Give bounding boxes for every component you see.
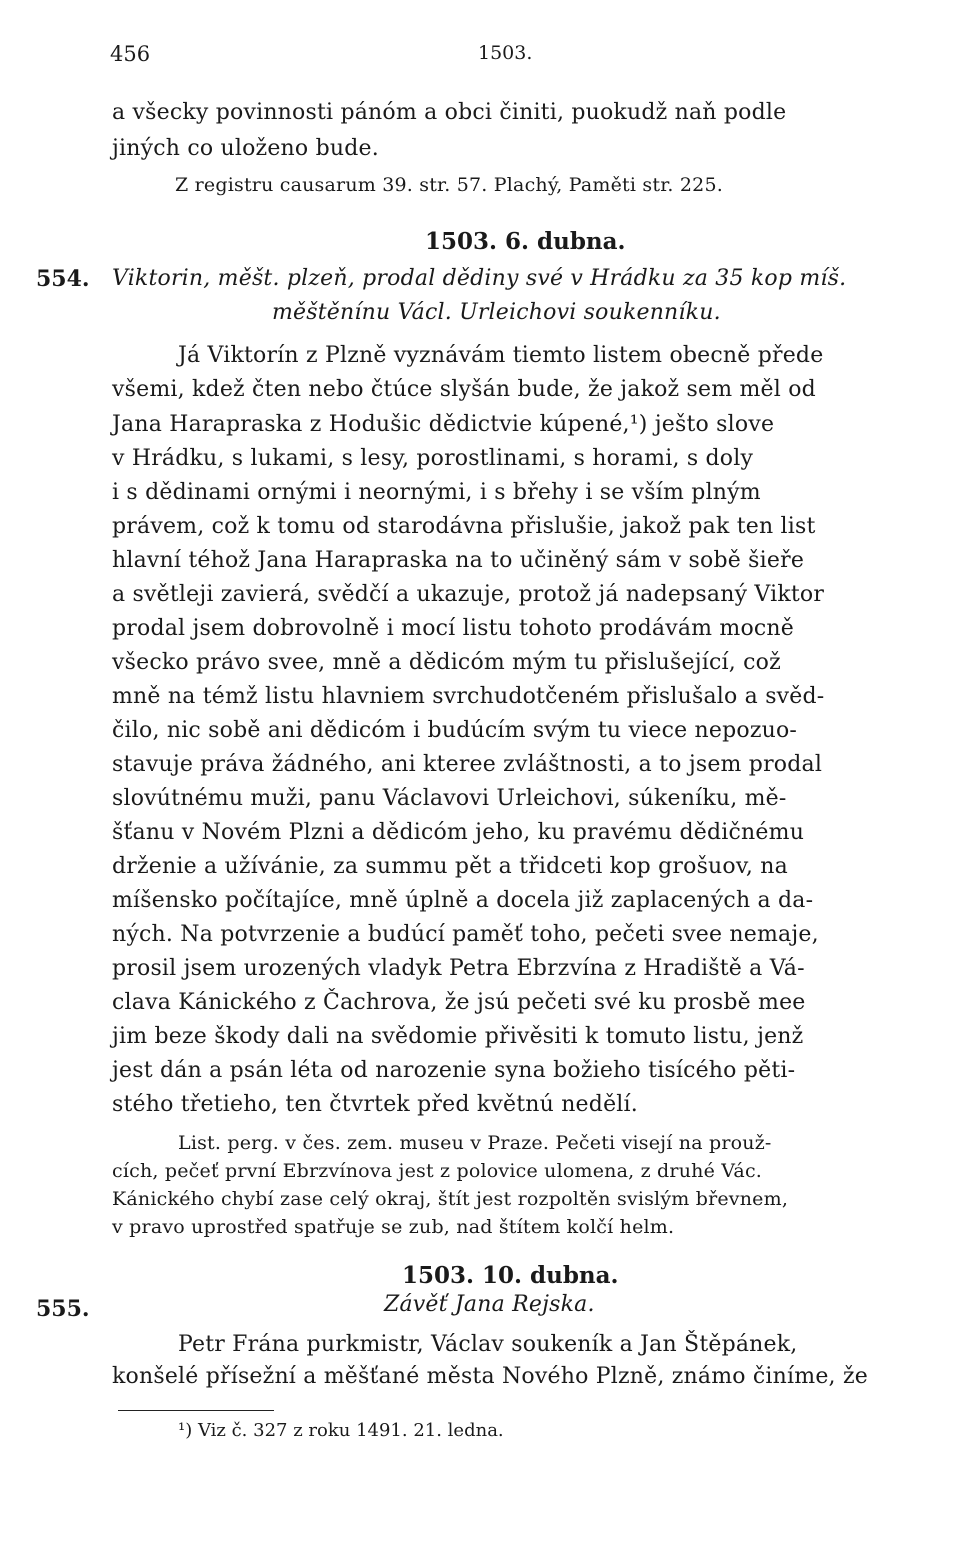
entry-554-text-line: míšensko počítajíce, mně úplně a docela již zaplacených a da- [112,888,814,913]
entry-554-text-line: stého třetieho, ten čtvrtek před květnú nedělí. [112,1092,638,1117]
entry-554-text-line: Já Viktorín z Plzně vyznávám tiemto listem obecně přede [178,343,824,368]
entry-554-text-line: čilo, nic sobě ani dědicóm i budúcím svým tu viece nepozuo- [112,718,798,743]
prev-text-line: jiných co uloženo bude. [112,136,379,161]
prev-text-line: a všecky povinnosti pánóm a obci činiti, puokudž naň podle [112,100,787,125]
entry-554-text-line: drženie a užívánie, za summu pět a třidceti kop grošuov, na [112,854,788,879]
entry-555-text-line: Petr Frána purkmistr, Václav soukeník a Jan Štěpánek, [178,1332,798,1357]
entry-554-text-line: jim beze škody dali na svědomie přivěsiti k tomuto listu, jenž [112,1024,804,1049]
entry-554-text-line: i s dědinami ornými i neornými, i s břehy i se vším plným [112,480,761,505]
entry-555-number: 555. [36,1296,90,1322]
entry-555-text-line: konšelé přísežní a měšťané města Nového Plzně, známo činíme, že [112,1364,868,1389]
prev-source: Z registru causarum 39. str. 57. Plachý, Paměti str. 225. [175,174,723,196]
entry-554-text-line: jest dán a psán léta od narozenie syna božieho tisícého pěti- [112,1058,796,1083]
entry-554-source-line: List. perg. v čes. zem. museu v Praze. Pečeti visejí na prouž- [178,1132,772,1154]
entry-554-summary: Viktorin, měšt. plzeň, prodal dědiny své v Hrádku za 35 kop míš. [112,266,847,291]
footnote: ¹) Viz č. 327 z roku 1491. 21. ledna. [178,1420,504,1441]
entry-554-source-line: v pravo uprostřed spatřuje se zub, nad štítem kolčí helm. [112,1216,675,1238]
entry-554-summary: měštěnínu Václ. Urleichovi soukenníku. [272,300,721,325]
entry-554-date: 1503. 6. dubna. [425,228,626,255]
entry-554-text-line: a světleji zavierá, svědčí a ukazuje, protož já nadepsaný Viktor [112,582,825,607]
page-number: 456 [110,42,151,66]
entry-554-text-line: šťanu v Novém Plzni a dědicóm jeho, ku pravému dědičnému [112,820,805,845]
entry-554-text-line: stavuje práva žádného, ani kteree zvláštnosti, a to jsem prodal [112,752,823,777]
entry-554-number: 554. [36,266,90,292]
footnote-rule [118,1410,274,1411]
entry-554-source-line: Kánického chybí zase celý okraj, štít jest rozpoltěn svislým břevnem, [112,1188,789,1210]
entry-554-source-line: cích, pečeť první Ebrzvínova jest z polovice ulomena, z druhé Vác. [112,1160,763,1182]
entry-554-text-line: všemi, kdež čten nebo čtúce slyšán bude, že jakož sem měl od [112,377,816,402]
entry-554-text-line: mně na témž listu hlavniem svrchudotčeném přislušalo a svěd- [112,684,825,709]
entry-554-text-line: všecko právo svee, mně a dědicóm mým tu přislušející, což [112,650,781,675]
entry-554-text-line: prodal jsem dobrovolně i mocí listu tohoto prodávám mocně [112,616,795,641]
entry-554-text-line: v Hrádku, s lukami, s lesy, porostlinami, s horami, s doly [112,446,754,471]
entry-554-text-line: ných. Na potvrzenie a budúcí paměť toho, pečeti svee nemaje, [112,922,819,947]
entry-554-text-line: slovútnému muži, panu Václavovi Urleichovi, súkeníku, mě- [112,786,787,811]
year-header: 1503. [478,42,533,64]
entry-554-text-line: hlavní téhož Jana Harapraska na to učiněný sám v sobě šieře [112,548,805,573]
entry-554-text-line: Jana Harapraska z Hodušic dědictvie kúpené,¹) ješto slove [112,412,775,437]
entry-555-summary: Závěť Jana Rejska. [384,1292,595,1317]
entry-554-text-line: prosil jsem urozených vladyk Petra Ebrzvína z Hradiště a Vá- [112,956,805,981]
entry-554-text-line: clava Kánického z Čachrova, že jsú pečeti své ku prosbě mee [112,990,806,1015]
entry-555-date: 1503. 10. dubna. [402,1262,619,1289]
entry-554-text-line: právem, což k tomu od starodávna přislušie, jakož pak ten list [112,514,816,539]
